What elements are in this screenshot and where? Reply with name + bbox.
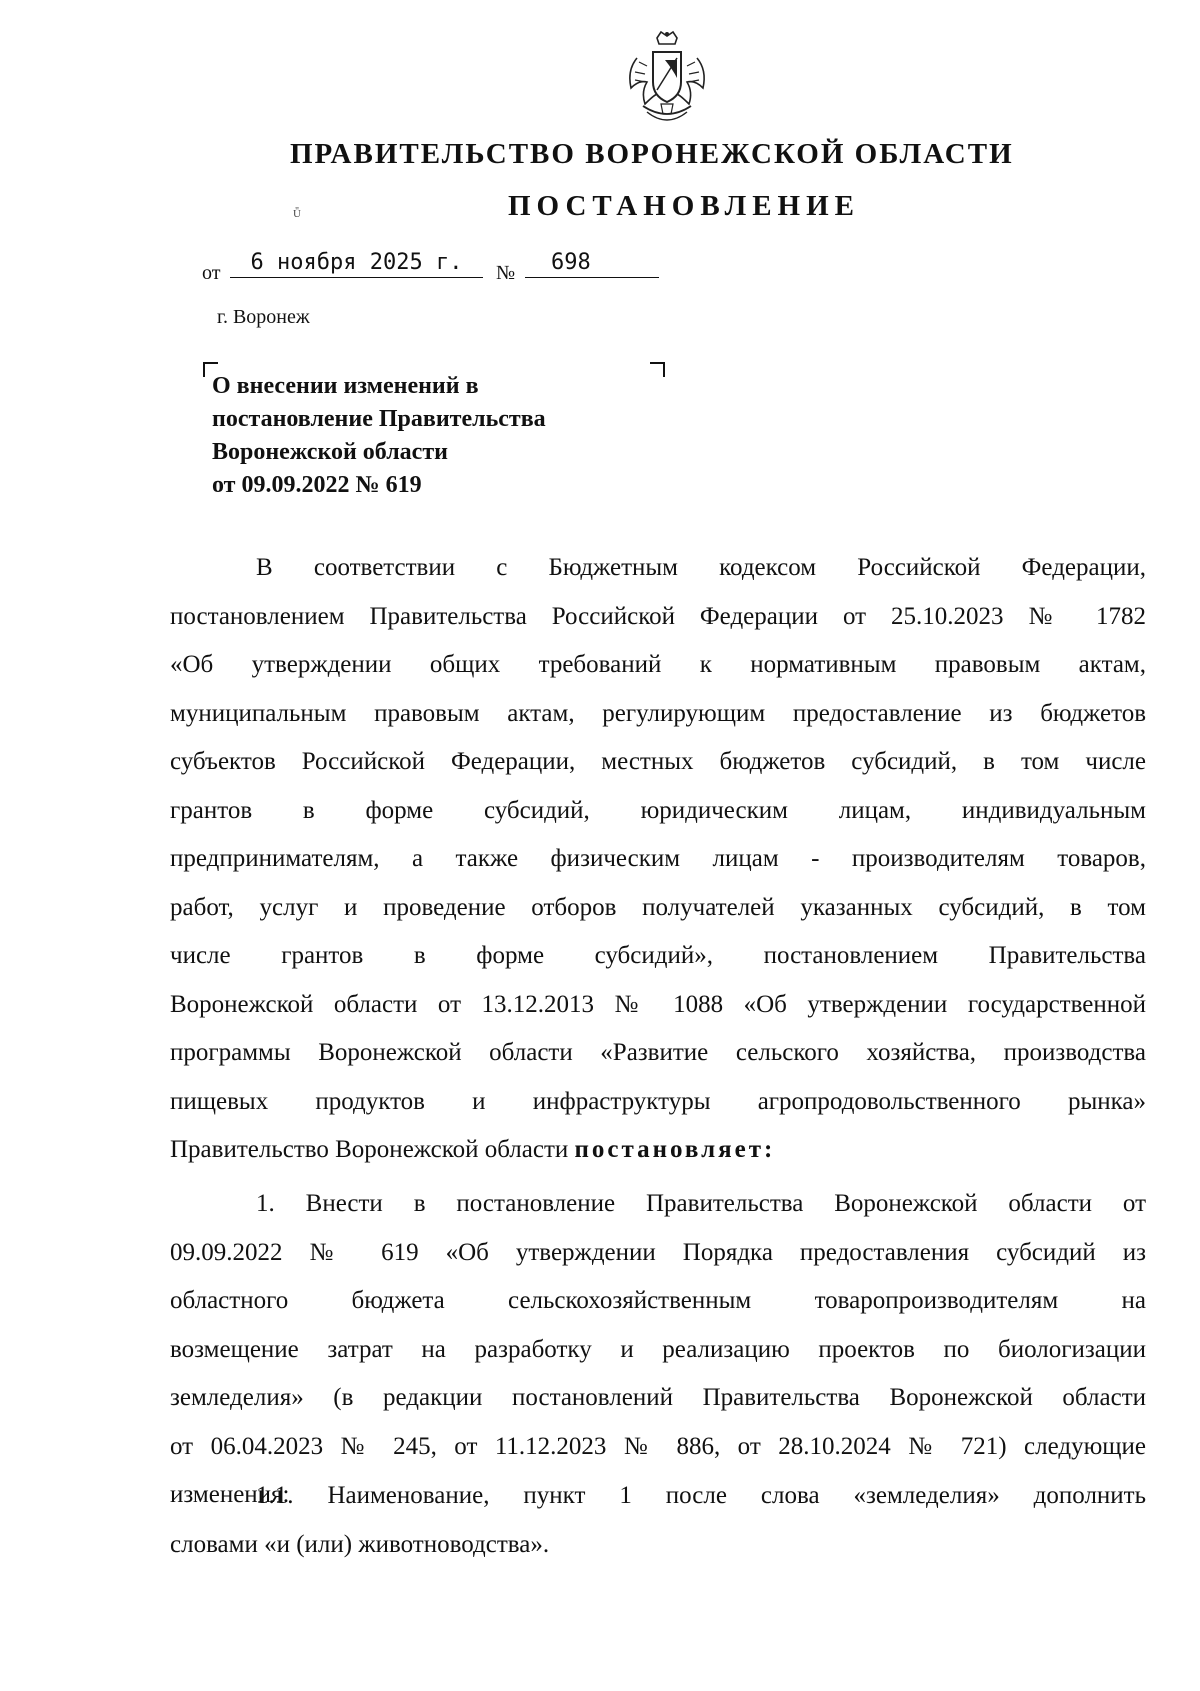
- paragraph-line: пищевых продуктов и инфраструктуры агропродовольственного рынка»: [170, 1087, 1146, 1115]
- subject-line: постановление Правительства: [212, 406, 546, 432]
- government-title: ПРАВИТЕЛЬСТВО ВОРОНЕЖСКОЙ ОБЛАСТИ: [290, 138, 1014, 170]
- paragraph-line-text: Правительство Воронежской области: [170, 1136, 569, 1163]
- resolves-word: постановляет:: [574, 1136, 776, 1163]
- paragraph-line: возмещение затрат на разработку и реализацию проектов по биологизации: [170, 1335, 1146, 1363]
- subject-line: О внесении изменений в: [212, 373, 479, 399]
- number-sign: №: [496, 262, 516, 284]
- document-date-number-line: [202, 250, 682, 290]
- paragraph-line: 09.09.2022 № 619 «Об утверждении Порядка предоставления субсидий из: [170, 1238, 1146, 1266]
- paragraph-line: словами «и (или) животноводства».: [170, 1530, 550, 1558]
- paragraph-line: муниципальным правовым актам, регулирующим предоставление из бюджетов: [170, 699, 1146, 727]
- document-number: 698: [525, 250, 659, 278]
- paragraph-line: «Об утверждении общих требований к нормативным правовым актам,: [170, 651, 1146, 678]
- paragraph-line: 1.1. Наименование, пункт 1 после слова «земледелия» дополнить: [256, 1482, 1146, 1509]
- paragraph-line: от 06.04.2023 № 245, от 11.12.2023 № 886, от 28.10.2024 № 721) следующие: [170, 1432, 1146, 1460]
- paragraph-line: Воронежской области от 13.12.2013 № 1088 «Об утверждении государственной: [170, 990, 1146, 1018]
- paragraph-line: грантов в форме субсидий, юридическим лицам, индивидуальным: [170, 796, 1146, 824]
- document-date: 6 ноября 2025 г.: [230, 250, 483, 278]
- paragraph-line: 1. Внести в постановление Правительства Воронежской области от: [256, 1190, 1146, 1217]
- paragraph-line: субъектов Российской Федерации, местных бюджетов субсидий, в том числе: [170, 748, 1146, 775]
- voronezh-coat-of-arms-icon: [617, 30, 717, 130]
- document-subject: [212, 370, 672, 502]
- paragraph-line: областного бюджета сельскохозяйственным товаропроизводителям на: [170, 1287, 1146, 1314]
- paragraph-line: предпринимателям, а также физическим лицам - производителям товаров,: [170, 845, 1146, 872]
- city: г. Воронеж: [217, 306, 310, 328]
- paragraph-line: В соответствии с Бюджетным кодексом Российской Федерации,: [256, 554, 1146, 581]
- document-type-title: ПОСТАНОВЛЕНИЕ: [508, 190, 861, 222]
- stray-mark: Ǖ: [293, 208, 301, 220]
- coat-of-arms-emblem: [617, 30, 717, 130]
- paragraph-line: постановлением Правительства Российской Федерации от 25.10.2023 № 1782: [170, 602, 1146, 630]
- paragraph-line: работ, услуг и проведение отборов получателей указанных субсидий, в том: [170, 893, 1146, 921]
- item-1-paragraph: [170, 1180, 1146, 1520]
- paragraph-line: изменения:: [170, 1481, 290, 1508]
- subject-line: от 09.09.2022 № 619: [212, 472, 422, 498]
- paragraph-line: земледелия» (в редакции постановлений Правительства Воронежской области: [170, 1384, 1146, 1411]
- subject-line: Воронежской области: [212, 439, 448, 465]
- item-1-1-paragraph: [170, 1472, 1146, 1569]
- date-prefix: от: [202, 262, 221, 284]
- paragraph-line: программы Воронежской области «Развитие сельского хозяйства, производства: [170, 1039, 1146, 1066]
- paragraph-line-final: [170, 1126, 1146, 1175]
- paragraph-line: числе грантов в форме субсидий», постановлением Правительства: [170, 942, 1146, 969]
- preamble-paragraph: [170, 544, 1146, 1175]
